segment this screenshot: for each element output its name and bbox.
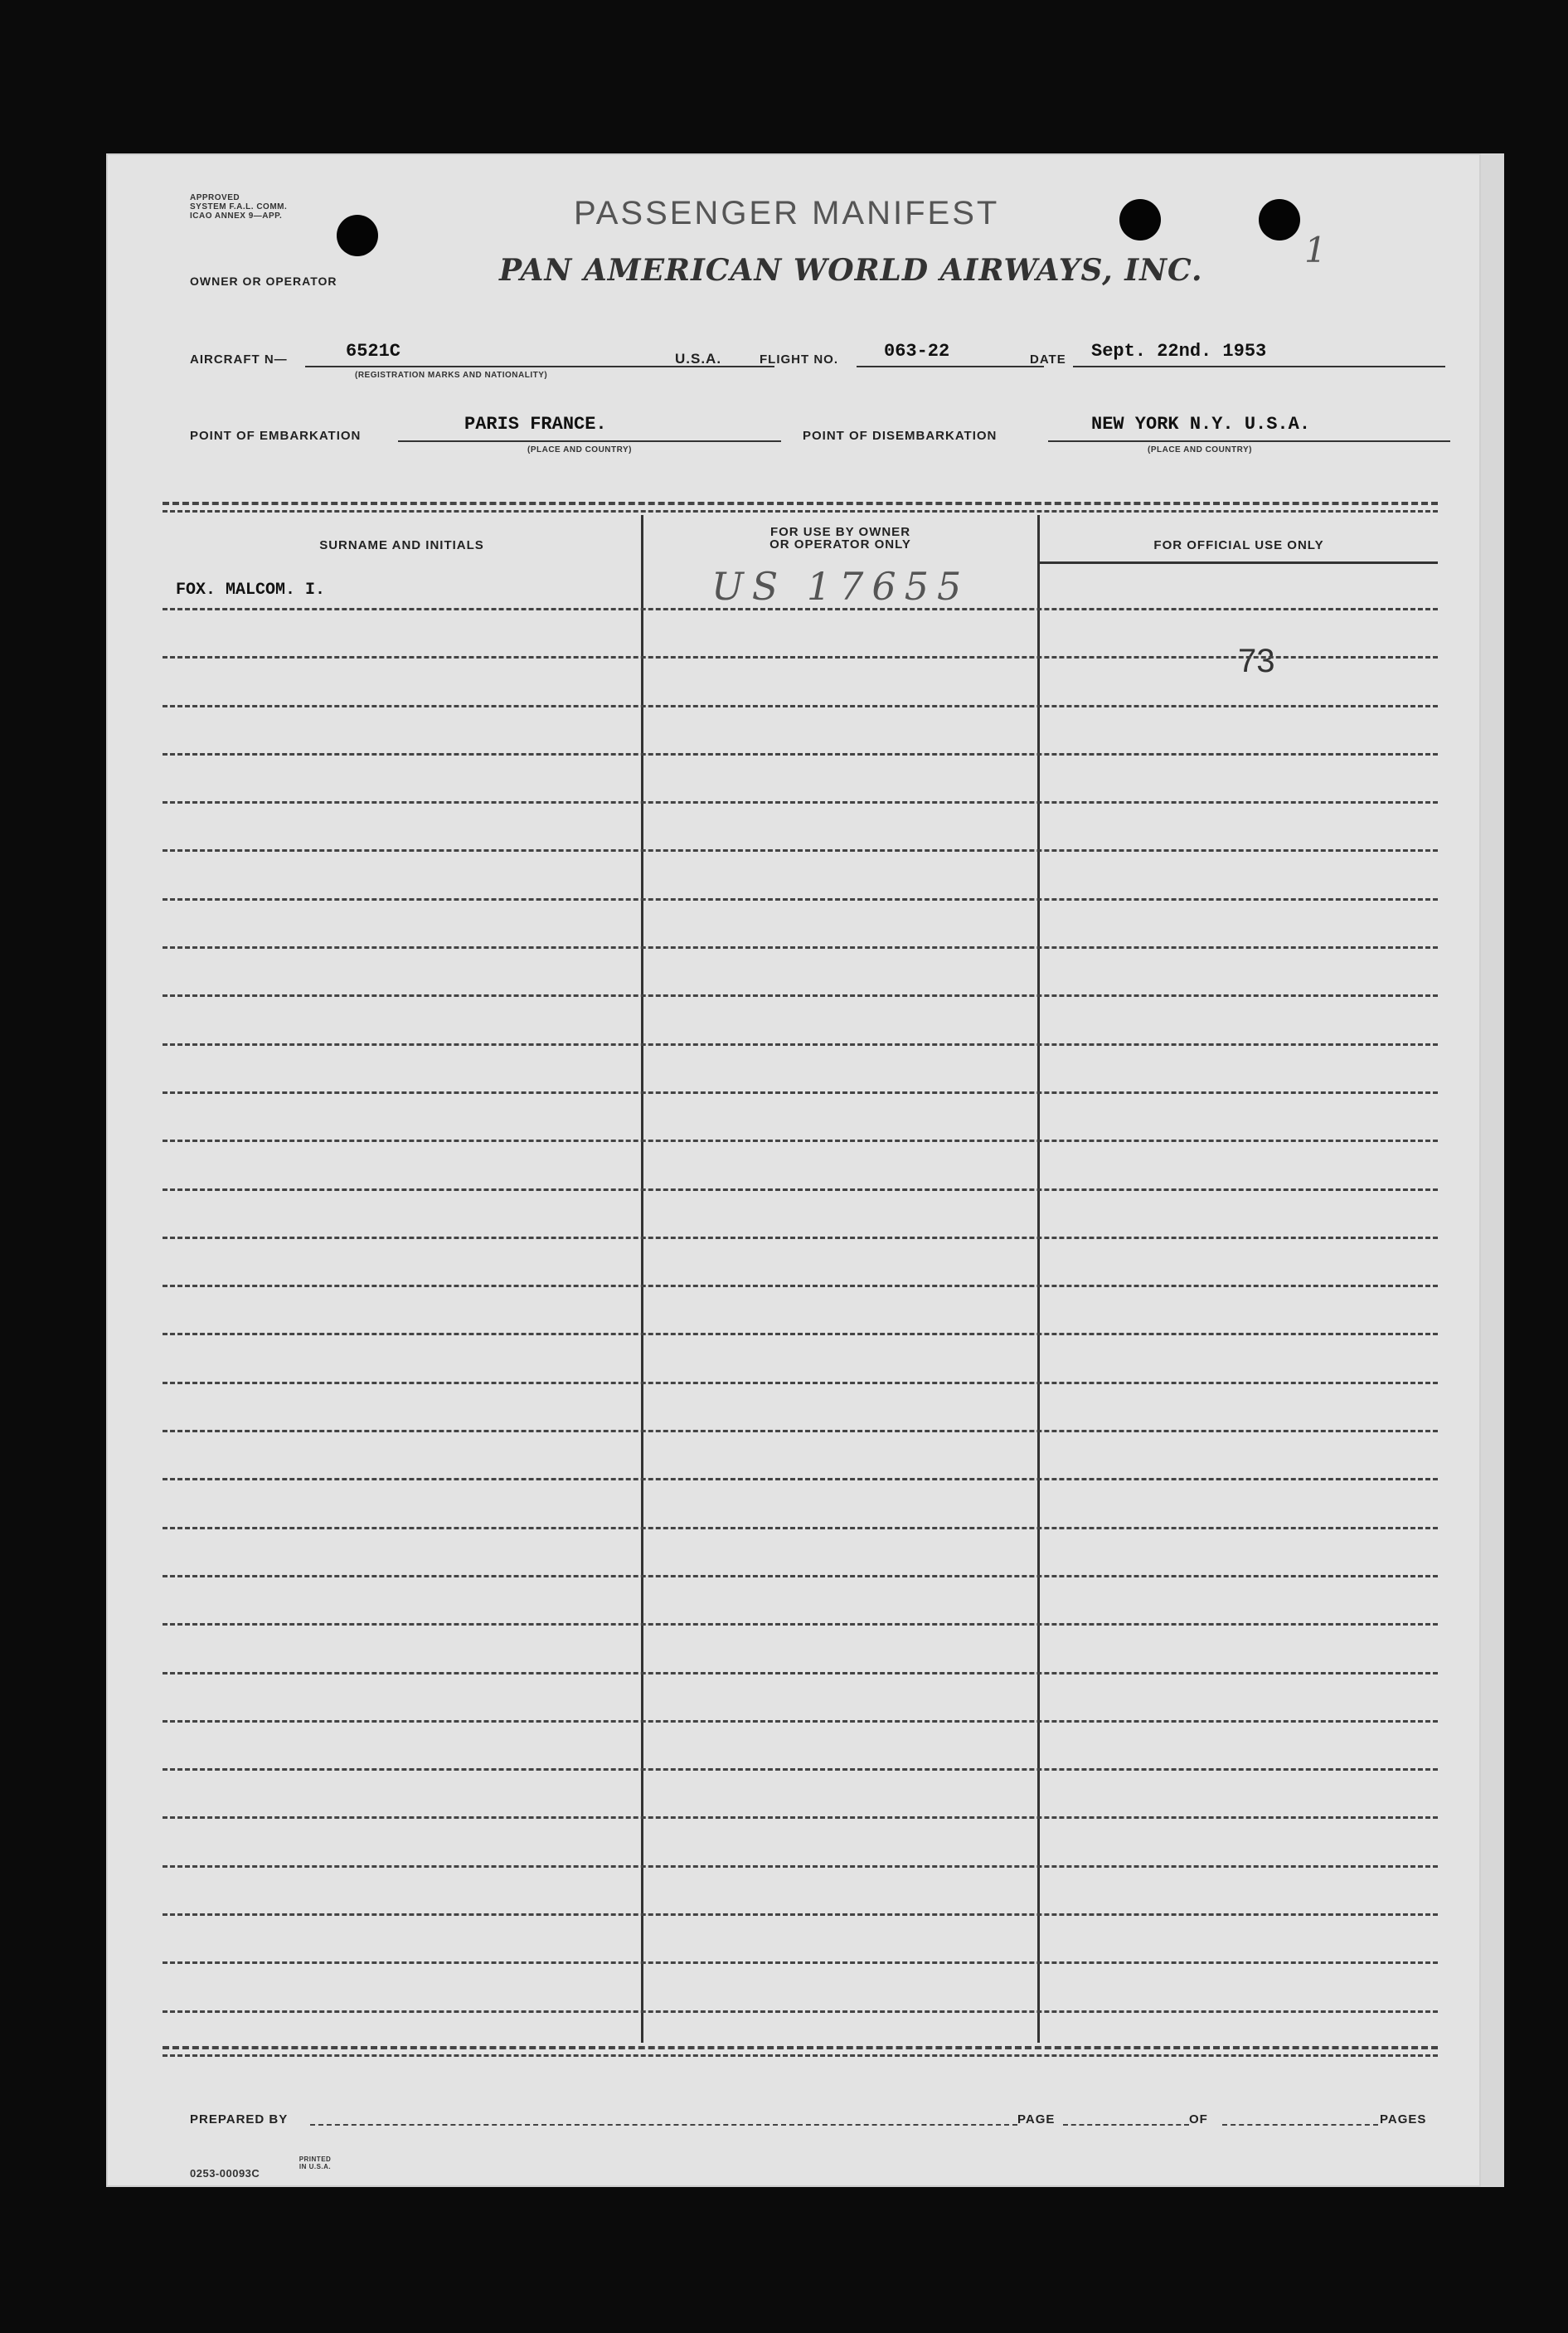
aircraft-value: 6521C (346, 341, 401, 362)
disembark-underline (1048, 440, 1450, 442)
of-label: OF (1189, 2112, 1208, 2126)
table-row-line (163, 801, 1438, 804)
col-operator-header-line: FOR USE BY OWNER (769, 525, 911, 539)
table-row-line (163, 1720, 1438, 1723)
table-row-line (163, 753, 1438, 756)
approval-block (190, 193, 287, 221)
page-mark: 1 (1304, 230, 1327, 270)
operator-note: US 17655 (711, 564, 970, 609)
table-top-rule (163, 510, 1438, 513)
official-mark: 73 (1238, 643, 1275, 679)
date-underline (1073, 366, 1445, 367)
table-row-line (163, 2010, 1438, 2013)
country-label: U.S.A. (675, 351, 722, 367)
col-operator-header-line: OR OPERATOR ONLY (769, 537, 911, 552)
printed-label: PRINTED IN U.S.A. (299, 2156, 332, 2170)
table-row-line (163, 1961, 1438, 1964)
embark-value: PARIS FRANCE. (464, 414, 607, 435)
aircraft-sub: (REGISTRATION MARKS AND NATIONALITY) (355, 371, 548, 380)
column-divider (641, 515, 643, 2043)
table-row-line (163, 1478, 1438, 1480)
table-row-line (163, 656, 1438, 659)
aircraft-label: AIRCRAFT N— (190, 352, 288, 367)
table-row-line (163, 849, 1438, 852)
table-row-line (163, 946, 1438, 949)
punch-hole (1259, 199, 1300, 241)
approval-line: ICAO ANNEX 9—APP. (190, 211, 283, 221)
table-row-line (163, 1188, 1438, 1191)
date-value: Sept. 22nd. 1953 (1091, 341, 1267, 362)
prepared-underline (310, 2124, 1017, 2126)
table-bottom-rule (163, 2054, 1438, 2057)
col-operator-header (643, 526, 1037, 551)
owner-label: OWNER OR OPERATOR (190, 275, 337, 288)
col-surname-header: SURNAME AND INITIALS (319, 538, 484, 552)
table-row-line (163, 1237, 1438, 1239)
table-row-line (163, 1430, 1438, 1432)
date-label: DATE (1030, 352, 1066, 367)
table-row-line (163, 1672, 1438, 1674)
approval-line: SYSTEM F.A.L. COMM. (190, 202, 288, 211)
of-underline (1222, 2124, 1378, 2126)
table-row-line (163, 608, 1438, 610)
page-label: PAGE (1017, 2112, 1056, 2126)
table-row-line (163, 1865, 1438, 1868)
manifest-sheet (106, 153, 1481, 2187)
document-title: PASSENGER MANIFEST (574, 195, 1000, 231)
flight-label: FLIGHT NO. (760, 352, 838, 367)
embark-sub: (PLACE AND COUNTRY) (527, 445, 632, 454)
table-row-line (163, 1623, 1438, 1626)
disembark-sub: (PLACE AND COUNTRY) (1148, 445, 1252, 454)
table-row-line (163, 1140, 1438, 1142)
table-row-line (163, 1768, 1438, 1771)
col-official-header: FOR OFFICIAL USE ONLY (1153, 538, 1324, 552)
table-top-rule (163, 502, 1438, 505)
disembark-value: NEW YORK N.Y. U.S.A. (1091, 414, 1311, 435)
header-rule (1040, 561, 1438, 564)
approval-line: APPROVED (190, 193, 240, 202)
flight-underline (857, 366, 1044, 367)
table-bottom-rule (163, 2046, 1438, 2049)
operator-name: PAN AMERICAN WORLD AIRWAYS, INC. (499, 253, 1203, 288)
table-row-line (163, 898, 1438, 901)
embark-label: POINT OF EMBARKATION (190, 429, 362, 443)
disembark-label: POINT OF DISEMBARKATION (803, 429, 998, 443)
table-row-line (163, 1285, 1438, 1287)
pages-label: PAGES (1380, 2112, 1427, 2126)
table-row-line (163, 705, 1438, 707)
flight-value: 063-22 (884, 341, 950, 362)
prepared-label: PREPARED BY (190, 2112, 289, 2126)
table-row-line (163, 1575, 1438, 1577)
table-row-line (163, 1043, 1438, 1046)
table-row-line (163, 1816, 1438, 1819)
page-underline (1063, 2124, 1189, 2126)
form-number: 0253-00093C (190, 2167, 260, 2180)
embark-underline (398, 440, 781, 442)
punch-hole (1119, 199, 1161, 241)
table-row-line (163, 1333, 1438, 1335)
punch-hole (337, 215, 378, 256)
table-row-line (163, 1382, 1438, 1384)
table-row-line (163, 1527, 1438, 1529)
passenger-name: FOX. MALCOM. I. (176, 581, 326, 600)
column-divider (1037, 515, 1040, 2043)
table-row-line (163, 1091, 1438, 1094)
table-row-line (163, 1913, 1438, 1916)
table-row-line (163, 994, 1438, 997)
